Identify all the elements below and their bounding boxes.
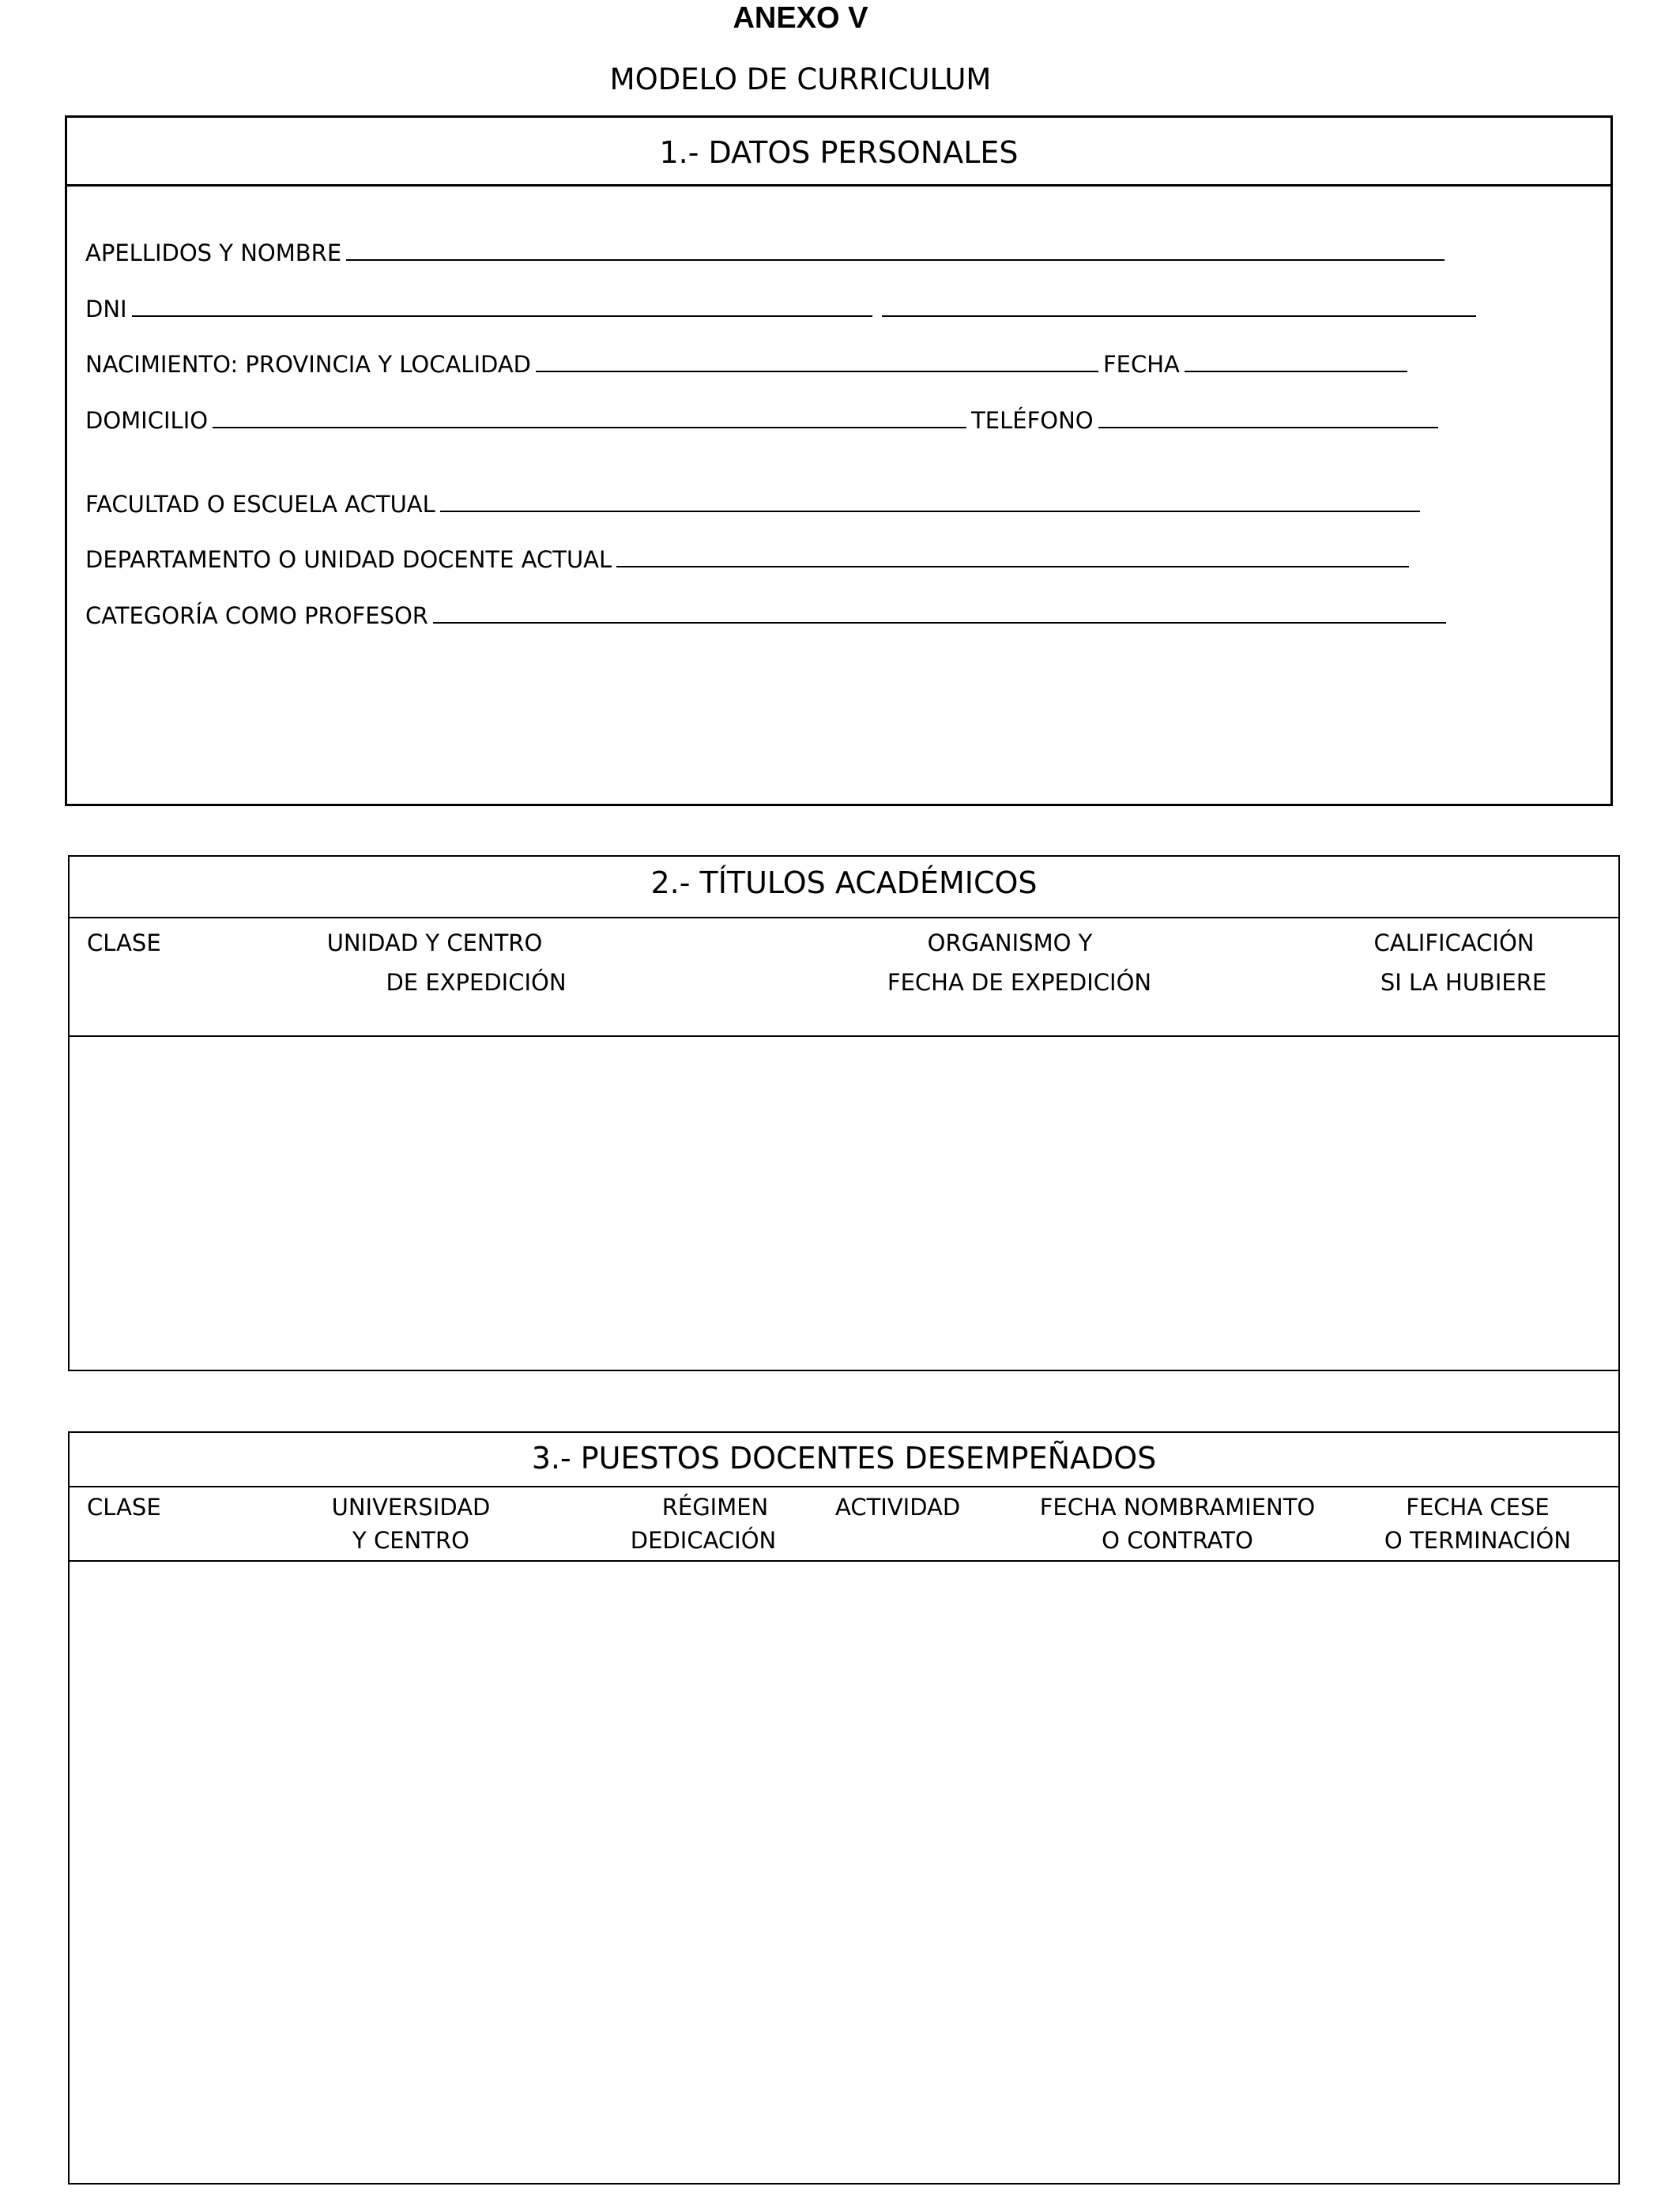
field-address-line[interactable] (213, 427, 966, 428)
personal-data-box (65, 115, 1613, 806)
field-dni-line[interactable] (132, 315, 872, 317)
field-date-label: FECHA (1103, 351, 1180, 378)
field-birth-line[interactable] (536, 371, 1098, 372)
field-department-line[interactable] (616, 566, 1409, 567)
field-name-label: APELLIDOS Y NOMBRE (85, 239, 342, 266)
field-date-line[interactable] (1185, 371, 1407, 372)
section-2-header-divider (68, 1035, 1620, 1037)
section-1-title: 1.- DATOS PERSONALES (659, 135, 1019, 170)
field-phone-label: TELÉFONO (971, 407, 1094, 434)
section-2-title-divider (68, 917, 1620, 918)
s2-col-organism: ORGANISMO Y FECHA DE EXPEDICIÓN (887, 929, 1152, 996)
field-dni-line-2[interactable] (882, 315, 1476, 317)
s2-col-class: CLASE (87, 929, 161, 956)
field-category-line[interactable] (433, 622, 1446, 624)
section-2-title: 2.- TÍTULOS ACADÉMICOS (650, 865, 1038, 900)
field-faculty[interactable] (85, 490, 1425, 518)
field-phone-line[interactable] (1098, 427, 1438, 428)
field-birth[interactable] (85, 350, 1412, 379)
s3-col-class: CLASE (87, 1494, 161, 1521)
field-department-label: DEPARTAMENTO O UNIDAD DOCENTE ACTUAL (85, 546, 612, 573)
field-dni-label: DNI (85, 296, 127, 322)
field-faculty-label: FACULTAD O ESCUELA ACTUAL (85, 491, 435, 518)
s2-col-unit: UNIDAD Y CENTRO DE EXPEDICIÓN (326, 929, 567, 996)
field-dni[interactable] (85, 295, 1481, 323)
s3-col-university: UNIVERSIDAD Y CENTRO (331, 1494, 491, 1554)
section-3-header-divider (68, 1560, 1620, 1562)
annex-label: ANEXO V (733, 2, 868, 35)
field-category[interactable] (85, 601, 1451, 630)
field-category-label: CATEGORÍA COMO PROFESOR (85, 602, 428, 629)
section-gap-right-border (1618, 1371, 1620, 1433)
s2-col-grade: CALIFICACIÓN SI LA HUBIERE (1373, 929, 1547, 996)
s3-col-end-date: FECHA CESE O TERMINACIÓN (1384, 1494, 1572, 1554)
field-department[interactable] (85, 545, 1414, 574)
field-address[interactable] (85, 406, 1443, 435)
section-1-title-divider (65, 184, 1613, 187)
field-address-label: DOMICILIO (85, 407, 209, 434)
page-title: MODELO DE CURRICULUM (609, 62, 992, 96)
section-3-title-divider (68, 1486, 1620, 1487)
field-faculty-line[interactable] (440, 511, 1420, 512)
field-birth-label: NACIMIENTO: PROVINCIA Y LOCALIDAD (85, 351, 531, 378)
s3-col-appointment: FECHA NOMBRAMIENTO O CONTRATO (1039, 1494, 1316, 1554)
s3-col-activity: ACTIVIDAD (835, 1494, 961, 1521)
field-name[interactable] (85, 239, 1449, 267)
field-name-line[interactable] (346, 259, 1445, 261)
s3-col-regime: RÉGIMEN DEDICACIÓN (630, 1494, 777, 1554)
section-3-title: 3.- PUESTOS DOCENTES DESEMPEÑADOS (531, 1441, 1157, 1476)
